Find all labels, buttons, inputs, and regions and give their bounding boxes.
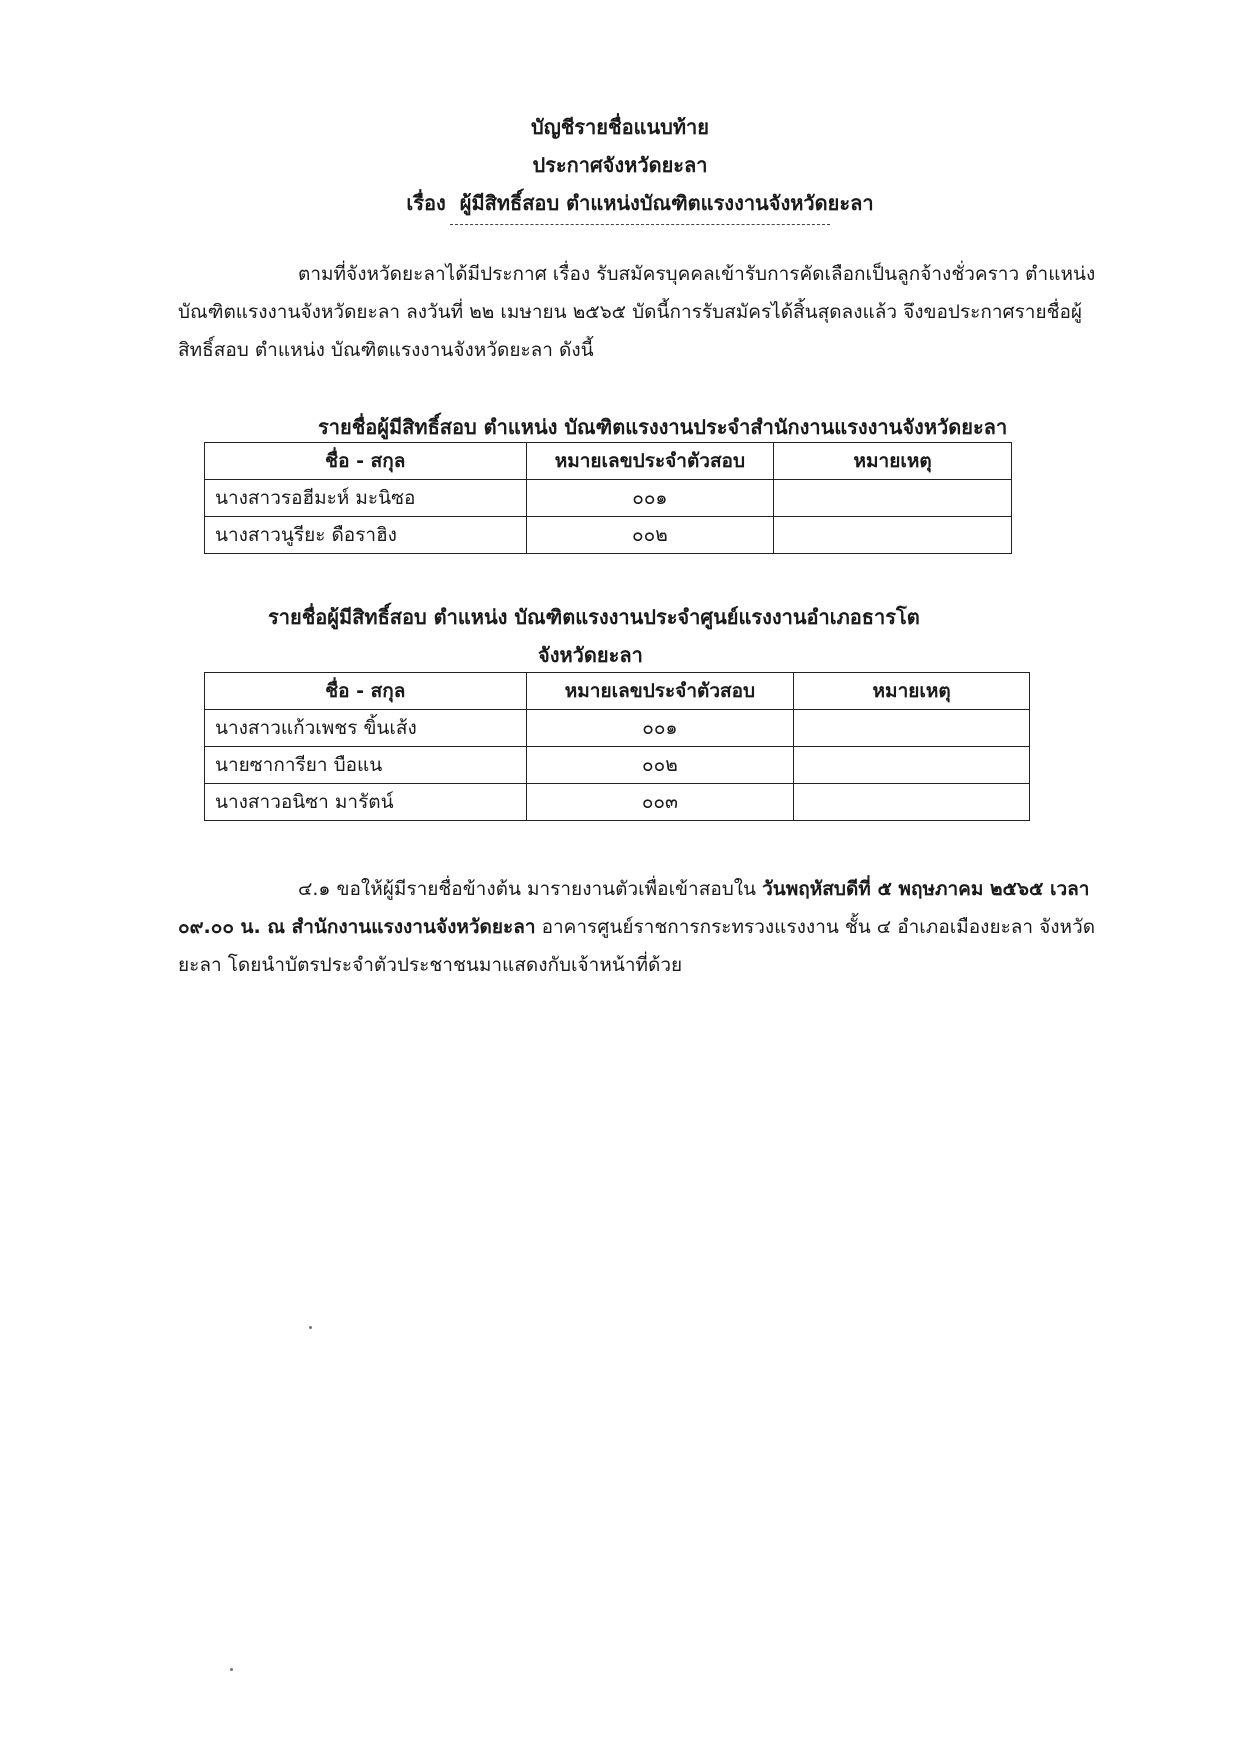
header-title: บัญชีรายชื่อแนบท้าย <box>531 115 709 139</box>
column-header-exam-number: หมายเลขประจำตัวสอบ <box>526 443 774 480</box>
subject-text: ผู้มีสิทธิ์สอบ ตำแหน่งบัณฑิตแรงงานจังหวัดยะลา <box>459 191 874 215</box>
exam-number: ๐๐๒ <box>526 747 794 784</box>
instruction-details: อาคารศูนย์ราชการกระทรวงแรงงาน ชั้น ๔ อำเภอเมืองยะลา จังหวัดยะลา โดยนำบัตรประจำตัวประชาชนมาแสดงกับเจ้าหน้าที่ด้วย <box>178 916 1096 976</box>
table-row <box>205 517 1012 554</box>
scan-speck <box>230 1668 233 1671</box>
header-subject <box>20 184 1240 222</box>
header-divider <box>450 224 830 225</box>
candidate-name: นางสาวแก้วเพชร ขิ้นเส้ง <box>205 710 527 747</box>
exam-number: ๐๐๓ <box>526 784 794 821</box>
column-header-name: ชื่อ - สกุล <box>205 443 527 480</box>
table-office-candidates <box>204 442 1012 554</box>
column-header-remark: หมายเหตุ <box>794 673 1030 710</box>
column-header-remark: หมายเหตุ <box>774 443 1012 480</box>
remark <box>794 747 1030 784</box>
table2-caption-line2: จังหวัดยะลา <box>538 643 643 667</box>
remark <box>794 710 1030 747</box>
table-row <box>205 480 1012 517</box>
subject-label: เรื่อง <box>406 191 446 215</box>
table-row <box>205 784 1030 821</box>
scan-speck <box>309 1326 312 1329</box>
candidate-name: นางสาวรอฮีมะห์ มะนิซอ <box>205 480 527 517</box>
exam-number: ๐๐๑ <box>526 710 794 747</box>
table-row <box>205 710 1030 747</box>
intro-paragraph <box>178 255 1108 369</box>
instruction-paragraph <box>178 870 1108 984</box>
candidate-name: นายซาการียา บือแน <box>205 747 527 784</box>
exam-number: ๐๐๒ <box>526 517 774 554</box>
column-header-exam-number: หมายเลขประจำตัวสอบ <box>526 673 794 710</box>
instruction-text: ๔.๑ ขอให้ผู้มีรายชื่อข้างต้น มารายงานตัวเพื่อเข้าสอบใน <box>298 878 763 900</box>
candidate-name: นางสาวนูรียะ ดือราฮิง <box>205 517 527 554</box>
remark <box>774 480 1012 517</box>
remark <box>774 517 1012 554</box>
table-header-row <box>205 673 1030 710</box>
table2-caption-line1: รายชื่อผู้มีสิทธิ์สอบ ตำแหน่ง บัณฑิตแรงงานประจำศูนย์แรงงานอำเภอธารโต <box>268 605 920 629</box>
table-header-row <box>205 443 1012 480</box>
intro-text: ตามที่จังหวัดยะลาได้มีประกาศ เรื่อง รับสมัครบุคคลเข้ารับการคัดเลือกเป็นลูกจ้างชั่วคราว ตำแหน่ง บัณฑิตแรงงานจังหวัดยะลา ลงวันที่ ๒๒ เมษายน ๒๕๖๕ บัดนี้การรับสมัครได้สิ้นสุดลงแล้ว จึงขอประกาศรายชื่อผู้สิทธิ์สอบ ตำแหน่ง บัณฑิตแรงงานจังหวัดยะลา ดังนี้ <box>178 263 1096 361</box>
instruction-date-place: วันพฤหัสบดีที่ ๕ พฤษภาคม ๒๕๖๕ เวลา ๐๙.๐๐ น. ณ สำนักงานแรงงานจังหวัดยะลา <box>178 878 1090 938</box>
remark <box>794 784 1030 821</box>
table1-caption: รายชื่อผู้มีสิทธิ์สอบ ตำแหน่ง บัณฑิตแรงงานประจำสำนักงานแรงงานจังหวัดยะลา <box>318 415 1008 439</box>
table-row <box>205 747 1030 784</box>
table-district-candidates <box>204 672 1030 821</box>
document-header <box>0 108 1240 225</box>
exam-number: ๐๐๑ <box>526 480 774 517</box>
header-announcement: ประกาศจังหวัดยะลา <box>532 153 708 177</box>
column-header-name: ชื่อ - สกุล <box>205 673 527 710</box>
candidate-name: นางสาวอนิซา มารัตน์ <box>205 784 527 821</box>
